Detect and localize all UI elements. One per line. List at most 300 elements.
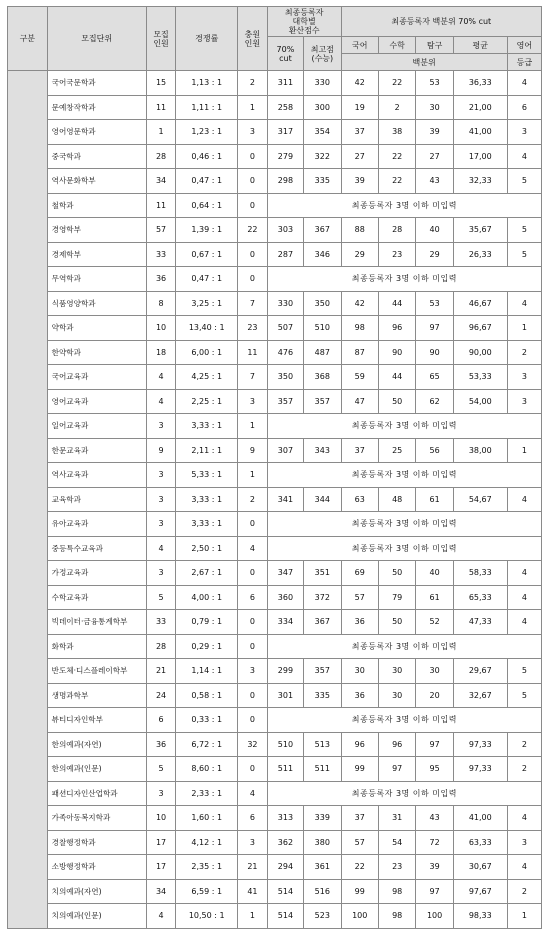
max-score-cell: 344 bbox=[304, 487, 341, 512]
english-grade-cell: 3 bbox=[507, 389, 541, 414]
table-row bbox=[8, 634, 542, 659]
table-row bbox=[8, 316, 542, 341]
inquiry-percentile-cell: 53 bbox=[416, 71, 453, 96]
inquiry-percentile-cell: 97 bbox=[416, 879, 453, 904]
korean-percentile-cell: 36 bbox=[341, 610, 378, 635]
cut70-score-cell: 294 bbox=[267, 855, 303, 880]
table-row bbox=[8, 365, 542, 390]
english-grade-cell: 2 bbox=[507, 879, 541, 904]
math-percentile-cell: 2 bbox=[378, 95, 415, 120]
header-percentile-group: 최종등록자 백분위 70% cut bbox=[341, 7, 541, 37]
capacity-cell: 28 bbox=[146, 634, 176, 659]
inquiry-percentile-cell: 95 bbox=[416, 757, 453, 782]
table-row bbox=[8, 218, 542, 243]
capacity-cell: 5 bbox=[146, 757, 176, 782]
average-percentile-cell: 36,33 bbox=[453, 71, 507, 96]
header-inquiry: 탐구 bbox=[416, 37, 453, 54]
competition-rate-cell: 4,12 : 1 bbox=[176, 830, 238, 855]
department-name-cell: 경찰행정학과 bbox=[47, 830, 146, 855]
korean-percentile-cell: 29 bbox=[341, 242, 378, 267]
addition-count-cell: 11 bbox=[238, 340, 268, 365]
table-row bbox=[8, 242, 542, 267]
korean-percentile-cell: 57 bbox=[341, 585, 378, 610]
department-name-cell: 철학과 bbox=[47, 193, 146, 218]
addition-count-cell: 1 bbox=[238, 904, 268, 929]
max-score-cell: 367 bbox=[304, 218, 341, 243]
table-row bbox=[8, 904, 542, 929]
table-row bbox=[8, 120, 542, 145]
addition-count-cell: 7 bbox=[238, 365, 268, 390]
cut70-score-cell: 311 bbox=[267, 71, 303, 96]
english-grade-cell: 5 bbox=[507, 242, 541, 267]
competition-rate-cell: 8,60 : 1 bbox=[176, 757, 238, 782]
average-percentile-cell: 35,67 bbox=[453, 218, 507, 243]
header-english: 영어 bbox=[507, 37, 541, 54]
capacity-cell: 21 bbox=[146, 659, 176, 684]
math-percentile-cell: 54 bbox=[378, 830, 415, 855]
capacity-cell: 5 bbox=[146, 585, 176, 610]
addition-count-cell: 0 bbox=[238, 561, 268, 586]
competition-rate-cell: 0,46 : 1 bbox=[176, 144, 238, 169]
math-percentile-cell: 50 bbox=[378, 561, 415, 586]
math-percentile-cell: 97 bbox=[378, 757, 415, 782]
not-recorded-note-cell: 최종등록자 3명 이하 미입력 bbox=[267, 193, 541, 218]
inquiry-percentile-cell: 40 bbox=[416, 218, 453, 243]
table-row bbox=[8, 144, 542, 169]
korean-percentile-cell: 88 bbox=[341, 218, 378, 243]
max-score-cell: 511 bbox=[304, 757, 341, 782]
inquiry-percentile-cell: 40 bbox=[416, 561, 453, 586]
inquiry-percentile-cell: 61 bbox=[416, 487, 453, 512]
math-percentile-cell: 96 bbox=[378, 316, 415, 341]
cut70-score-cell: 287 bbox=[267, 242, 303, 267]
department-name-cell: 역사교육과 bbox=[47, 463, 146, 488]
capacity-cell: 6 bbox=[146, 708, 176, 733]
max-score-cell: 322 bbox=[304, 144, 341, 169]
korean-percentile-cell: 22 bbox=[341, 855, 378, 880]
competition-rate-cell: 2,50 : 1 bbox=[176, 536, 238, 561]
average-percentile-cell: 32,67 bbox=[453, 683, 507, 708]
english-grade-cell: 4 bbox=[507, 487, 541, 512]
competition-rate-cell: 1,14 : 1 bbox=[176, 659, 238, 684]
department-name-cell: 치의예과(인문) bbox=[47, 904, 146, 929]
competition-rate-cell: 0,29 : 1 bbox=[176, 634, 238, 659]
competition-rate-cell: 4,25 : 1 bbox=[176, 365, 238, 390]
capacity-cell: 4 bbox=[146, 389, 176, 414]
math-percentile-cell: 50 bbox=[378, 389, 415, 414]
competition-rate-cell: 0,64 : 1 bbox=[176, 193, 238, 218]
max-score-cell: 516 bbox=[304, 879, 341, 904]
department-name-cell: 가정교육과 bbox=[47, 561, 146, 586]
cut70-score-cell: 313 bbox=[267, 806, 303, 831]
table-row bbox=[8, 561, 542, 586]
category-cell bbox=[8, 71, 48, 929]
inquiry-percentile-cell: 43 bbox=[416, 169, 453, 194]
department-name-cell: 화학과 bbox=[47, 634, 146, 659]
not-recorded-note-cell: 최종등록자 3명 이하 미입력 bbox=[267, 512, 541, 537]
max-score-cell: 335 bbox=[304, 683, 341, 708]
max-score-cell: 361 bbox=[304, 855, 341, 880]
department-name-cell: 무역학과 bbox=[47, 267, 146, 292]
math-percentile-cell: 30 bbox=[378, 659, 415, 684]
cut70-score-cell: 301 bbox=[267, 683, 303, 708]
addition-count-cell: 2 bbox=[238, 71, 268, 96]
addition-count-cell: 3 bbox=[238, 389, 268, 414]
competition-rate-cell: 3,33 : 1 bbox=[176, 512, 238, 537]
header-max-score: 최고점 (수능) bbox=[304, 37, 341, 71]
department-name-cell: 생명과학부 bbox=[47, 683, 146, 708]
average-percentile-cell: 97,67 bbox=[453, 879, 507, 904]
average-percentile-cell: 29,67 bbox=[453, 659, 507, 684]
header-percentile: 백분위 bbox=[341, 54, 507, 71]
capacity-cell: 34 bbox=[146, 879, 176, 904]
average-percentile-cell: 54,00 bbox=[453, 389, 507, 414]
english-grade-cell: 5 bbox=[507, 659, 541, 684]
addition-count-cell: 0 bbox=[238, 193, 268, 218]
department-name-cell: 소방행정학과 bbox=[47, 855, 146, 880]
capacity-cell: 10 bbox=[146, 316, 176, 341]
department-name-cell: 국어교육과 bbox=[47, 365, 146, 390]
average-percentile-cell: 30,67 bbox=[453, 855, 507, 880]
not-recorded-note-cell: 최종등록자 3명 이하 미입력 bbox=[267, 634, 541, 659]
table-row bbox=[8, 855, 542, 880]
inquiry-percentile-cell: 20 bbox=[416, 683, 453, 708]
competition-rate-cell: 6,72 : 1 bbox=[176, 732, 238, 757]
max-score-cell: 339 bbox=[304, 806, 341, 831]
header-capacity: 모집 인원 bbox=[146, 7, 176, 71]
not-recorded-note-cell: 최종등록자 3명 이하 미입력 bbox=[267, 414, 541, 439]
capacity-cell: 57 bbox=[146, 218, 176, 243]
addition-count-cell: 0 bbox=[238, 512, 268, 537]
korean-percentile-cell: 96 bbox=[341, 732, 378, 757]
header-competition: 경쟁률 bbox=[176, 7, 238, 71]
capacity-cell: 3 bbox=[146, 512, 176, 537]
english-grade-cell: 1 bbox=[507, 316, 541, 341]
competition-rate-cell: 0,47 : 1 bbox=[176, 267, 238, 292]
korean-percentile-cell: 37 bbox=[341, 438, 378, 463]
capacity-cell: 4 bbox=[146, 365, 176, 390]
max-score-cell: 300 bbox=[304, 95, 341, 120]
capacity-cell: 1 bbox=[146, 120, 176, 145]
korean-percentile-cell: 69 bbox=[341, 561, 378, 586]
capacity-cell: 11 bbox=[146, 193, 176, 218]
competition-rate-cell: 1,13 : 1 bbox=[176, 71, 238, 96]
competition-rate-cell: 0,58 : 1 bbox=[176, 683, 238, 708]
korean-percentile-cell: 19 bbox=[341, 95, 378, 120]
korean-percentile-cell: 99 bbox=[341, 879, 378, 904]
cut70-score-cell: 299 bbox=[267, 659, 303, 684]
english-grade-cell: 2 bbox=[507, 757, 541, 782]
addition-count-cell: 0 bbox=[238, 169, 268, 194]
english-grade-cell: 2 bbox=[507, 732, 541, 757]
table-row bbox=[8, 71, 542, 96]
average-percentile-cell: 63,33 bbox=[453, 830, 507, 855]
math-percentile-cell: 30 bbox=[378, 683, 415, 708]
korean-percentile-cell: 39 bbox=[341, 169, 378, 194]
table-row bbox=[8, 267, 542, 292]
cut70-score-cell: 357 bbox=[267, 389, 303, 414]
math-percentile-cell: 44 bbox=[378, 291, 415, 316]
cut70-score-cell: 334 bbox=[267, 610, 303, 635]
english-grade-cell: 4 bbox=[507, 291, 541, 316]
cut70-score-cell: 341 bbox=[267, 487, 303, 512]
max-score-cell: 372 bbox=[304, 585, 341, 610]
max-score-cell: 367 bbox=[304, 610, 341, 635]
korean-percentile-cell: 100 bbox=[341, 904, 378, 929]
department-name-cell: 중국학과 bbox=[47, 144, 146, 169]
max-score-cell: 350 bbox=[304, 291, 341, 316]
english-grade-cell: 6 bbox=[507, 95, 541, 120]
competition-rate-cell: 6,00 : 1 bbox=[176, 340, 238, 365]
korean-percentile-cell: 57 bbox=[341, 830, 378, 855]
inquiry-percentile-cell: 39 bbox=[416, 855, 453, 880]
capacity-cell: 3 bbox=[146, 487, 176, 512]
table-row bbox=[8, 438, 542, 463]
department-name-cell: 유아교육과 bbox=[47, 512, 146, 537]
english-grade-cell: 4 bbox=[507, 585, 541, 610]
english-grade-cell: 4 bbox=[507, 855, 541, 880]
english-grade-cell: 4 bbox=[507, 561, 541, 586]
inquiry-percentile-cell: 52 bbox=[416, 610, 453, 635]
table-row bbox=[8, 879, 542, 904]
cut70-score-cell: 350 bbox=[267, 365, 303, 390]
max-score-cell: 335 bbox=[304, 169, 341, 194]
capacity-cell: 36 bbox=[146, 732, 176, 757]
addition-count-cell: 0 bbox=[238, 242, 268, 267]
competition-rate-cell: 13,40 : 1 bbox=[176, 316, 238, 341]
header-final-score: 최종등록자 대학별 환산점수 bbox=[267, 7, 341, 37]
average-percentile-cell: 65,33 bbox=[453, 585, 507, 610]
average-percentile-cell: 97,33 bbox=[453, 757, 507, 782]
competition-rate-cell: 2,67 : 1 bbox=[176, 561, 238, 586]
department-name-cell: 수학교육과 bbox=[47, 585, 146, 610]
cut70-score-cell: 476 bbox=[267, 340, 303, 365]
header-gubun: 구분 bbox=[8, 7, 48, 71]
max-score-cell: 354 bbox=[304, 120, 341, 145]
competition-rate-cell: 0,47 : 1 bbox=[176, 169, 238, 194]
korean-percentile-cell: 63 bbox=[341, 487, 378, 512]
cut70-score-cell: 360 bbox=[267, 585, 303, 610]
english-grade-cell: 1 bbox=[507, 438, 541, 463]
cut70-score-cell: 514 bbox=[267, 879, 303, 904]
korean-percentile-cell: 42 bbox=[341, 71, 378, 96]
competition-rate-cell: 2,35 : 1 bbox=[176, 855, 238, 880]
competition-rate-cell: 3,25 : 1 bbox=[176, 291, 238, 316]
addition-count-cell: 6 bbox=[238, 585, 268, 610]
table-row bbox=[8, 781, 542, 806]
capacity-cell: 8 bbox=[146, 291, 176, 316]
header-cut70: 70% cut bbox=[267, 37, 303, 71]
capacity-cell: 3 bbox=[146, 561, 176, 586]
department-name-cell: 한약학과 bbox=[47, 340, 146, 365]
english-grade-cell: 3 bbox=[507, 830, 541, 855]
addition-count-cell: 0 bbox=[238, 708, 268, 733]
inquiry-percentile-cell: 72 bbox=[416, 830, 453, 855]
department-name-cell: 교육학과 bbox=[47, 487, 146, 512]
cut70-score-cell: 279 bbox=[267, 144, 303, 169]
korean-percentile-cell: 30 bbox=[341, 659, 378, 684]
department-name-cell: 약학과 bbox=[47, 316, 146, 341]
math-percentile-cell: 22 bbox=[378, 169, 415, 194]
math-percentile-cell: 28 bbox=[378, 218, 415, 243]
average-percentile-cell: 46,67 bbox=[453, 291, 507, 316]
capacity-cell: 34 bbox=[146, 169, 176, 194]
addition-count-cell: 1 bbox=[238, 414, 268, 439]
competition-rate-cell: 2,33 : 1 bbox=[176, 781, 238, 806]
max-score-cell: 487 bbox=[304, 340, 341, 365]
average-percentile-cell: 98,33 bbox=[453, 904, 507, 929]
math-percentile-cell: 79 bbox=[378, 585, 415, 610]
department-name-cell: 문예창작학과 bbox=[47, 95, 146, 120]
inquiry-percentile-cell: 27 bbox=[416, 144, 453, 169]
english-grade-cell: 4 bbox=[507, 806, 541, 831]
cut70-score-cell: 347 bbox=[267, 561, 303, 586]
competition-rate-cell: 2,11 : 1 bbox=[176, 438, 238, 463]
cut70-score-cell: 317 bbox=[267, 120, 303, 145]
inquiry-percentile-cell: 90 bbox=[416, 340, 453, 365]
average-percentile-cell: 58,33 bbox=[453, 561, 507, 586]
competition-rate-cell: 1,39 : 1 bbox=[176, 218, 238, 243]
math-percentile-cell: 98 bbox=[378, 879, 415, 904]
max-score-cell: 343 bbox=[304, 438, 341, 463]
table-row bbox=[8, 708, 542, 733]
table-row bbox=[8, 487, 542, 512]
inquiry-percentile-cell: 97 bbox=[416, 732, 453, 757]
inquiry-percentile-cell: 56 bbox=[416, 438, 453, 463]
inquiry-percentile-cell: 39 bbox=[416, 120, 453, 145]
math-percentile-cell: 90 bbox=[378, 340, 415, 365]
table-row bbox=[8, 340, 542, 365]
table-row bbox=[8, 806, 542, 831]
math-percentile-cell: 25 bbox=[378, 438, 415, 463]
addition-count-cell: 0 bbox=[238, 757, 268, 782]
competition-rate-cell: 2,25 : 1 bbox=[176, 389, 238, 414]
cut70-score-cell: 298 bbox=[267, 169, 303, 194]
cut70-score-cell: 362 bbox=[267, 830, 303, 855]
capacity-cell: 10 bbox=[146, 806, 176, 831]
average-percentile-cell: 41,00 bbox=[453, 120, 507, 145]
department-name-cell: 가족아동복지학과 bbox=[47, 806, 146, 831]
max-score-cell: 346 bbox=[304, 242, 341, 267]
english-grade-cell: 3 bbox=[507, 365, 541, 390]
korean-percentile-cell: 59 bbox=[341, 365, 378, 390]
capacity-cell: 4 bbox=[146, 904, 176, 929]
competition-rate-cell: 0,79 : 1 bbox=[176, 610, 238, 635]
korean-percentile-cell: 99 bbox=[341, 757, 378, 782]
math-percentile-cell: 48 bbox=[378, 487, 415, 512]
table-row bbox=[8, 169, 542, 194]
average-percentile-cell: 96,67 bbox=[453, 316, 507, 341]
math-percentile-cell: 38 bbox=[378, 120, 415, 145]
department-name-cell: 국어국문학과 bbox=[47, 71, 146, 96]
cut70-score-cell: 307 bbox=[267, 438, 303, 463]
department-name-cell: 빅데이터·금융통계학부 bbox=[47, 610, 146, 635]
average-percentile-cell: 26,33 bbox=[453, 242, 507, 267]
capacity-cell: 4 bbox=[146, 536, 176, 561]
department-name-cell: 경영학부 bbox=[47, 218, 146, 243]
competition-rate-cell: 3,33 : 1 bbox=[176, 414, 238, 439]
korean-percentile-cell: 36 bbox=[341, 683, 378, 708]
math-percentile-cell: 22 bbox=[378, 71, 415, 96]
addition-count-cell: 22 bbox=[238, 218, 268, 243]
not-recorded-note-cell: 최종등록자 3명 이하 미입력 bbox=[267, 708, 541, 733]
header-addition: 충원 인원 bbox=[238, 7, 268, 71]
not-recorded-note-cell: 최종등록자 3명 이하 미입력 bbox=[267, 536, 541, 561]
capacity-cell: 3 bbox=[146, 463, 176, 488]
english-grade-cell: 1 bbox=[507, 904, 541, 929]
english-grade-cell: 5 bbox=[507, 683, 541, 708]
capacity-cell: 24 bbox=[146, 683, 176, 708]
department-name-cell: 뷰티디자인학부 bbox=[47, 708, 146, 733]
capacity-cell: 15 bbox=[146, 71, 176, 96]
max-score-cell: 368 bbox=[304, 365, 341, 390]
table-row bbox=[8, 610, 542, 635]
not-recorded-note-cell: 최종등록자 3명 이하 미입력 bbox=[267, 781, 541, 806]
addition-count-cell: 32 bbox=[238, 732, 268, 757]
inquiry-percentile-cell: 29 bbox=[416, 242, 453, 267]
capacity-cell: 3 bbox=[146, 781, 176, 806]
inquiry-percentile-cell: 30 bbox=[416, 95, 453, 120]
header-grade: 등급 bbox=[507, 54, 541, 71]
addition-count-cell: 4 bbox=[238, 536, 268, 561]
competition-rate-cell: 3,33 : 1 bbox=[176, 487, 238, 512]
max-score-cell: 523 bbox=[304, 904, 341, 929]
addition-count-cell: 0 bbox=[238, 683, 268, 708]
capacity-cell: 33 bbox=[146, 610, 176, 635]
max-score-cell: 357 bbox=[304, 659, 341, 684]
not-recorded-note-cell: 최종등록자 3명 이하 미입력 bbox=[267, 267, 541, 292]
department-name-cell: 한의예과(자연) bbox=[47, 732, 146, 757]
table-row bbox=[8, 683, 542, 708]
average-percentile-cell: 17,00 bbox=[453, 144, 507, 169]
math-percentile-cell: 98 bbox=[378, 904, 415, 929]
math-percentile-cell: 22 bbox=[378, 144, 415, 169]
addition-count-cell: 0 bbox=[238, 610, 268, 635]
department-name-cell: 반도체·디스플레이학부 bbox=[47, 659, 146, 684]
admission-results-table bbox=[7, 6, 542, 929]
competition-rate-cell: 10,50 : 1 bbox=[176, 904, 238, 929]
addition-count-cell: 0 bbox=[238, 267, 268, 292]
max-score-cell: 351 bbox=[304, 561, 341, 586]
math-percentile-cell: 96 bbox=[378, 732, 415, 757]
header-math: 수학 bbox=[378, 37, 415, 54]
table-row bbox=[8, 536, 542, 561]
capacity-cell: 11 bbox=[146, 95, 176, 120]
capacity-cell: 9 bbox=[146, 438, 176, 463]
addition-count-cell: 0 bbox=[238, 144, 268, 169]
department-name-cell: 패션디자인산업학과 bbox=[47, 781, 146, 806]
english-grade-cell: 4 bbox=[507, 144, 541, 169]
cut70-score-cell: 330 bbox=[267, 291, 303, 316]
table-row bbox=[8, 95, 542, 120]
cut70-score-cell: 514 bbox=[267, 904, 303, 929]
competition-rate-cell: 0,67 : 1 bbox=[176, 242, 238, 267]
competition-rate-cell: 1,23 : 1 bbox=[176, 120, 238, 145]
cut70-score-cell: 303 bbox=[267, 218, 303, 243]
average-percentile-cell: 53,33 bbox=[453, 365, 507, 390]
department-name-cell: 치의예과(자연) bbox=[47, 879, 146, 904]
department-name-cell: 한문교육과 bbox=[47, 438, 146, 463]
math-percentile-cell: 31 bbox=[378, 806, 415, 831]
addition-count-cell: 21 bbox=[238, 855, 268, 880]
english-grade-cell: 3 bbox=[507, 120, 541, 145]
department-name-cell: 식품영양학과 bbox=[47, 291, 146, 316]
header-korean: 국어 bbox=[341, 37, 378, 54]
math-percentile-cell: 50 bbox=[378, 610, 415, 635]
addition-count-cell: 3 bbox=[238, 830, 268, 855]
english-grade-cell: 4 bbox=[507, 610, 541, 635]
cut70-score-cell: 511 bbox=[267, 757, 303, 782]
